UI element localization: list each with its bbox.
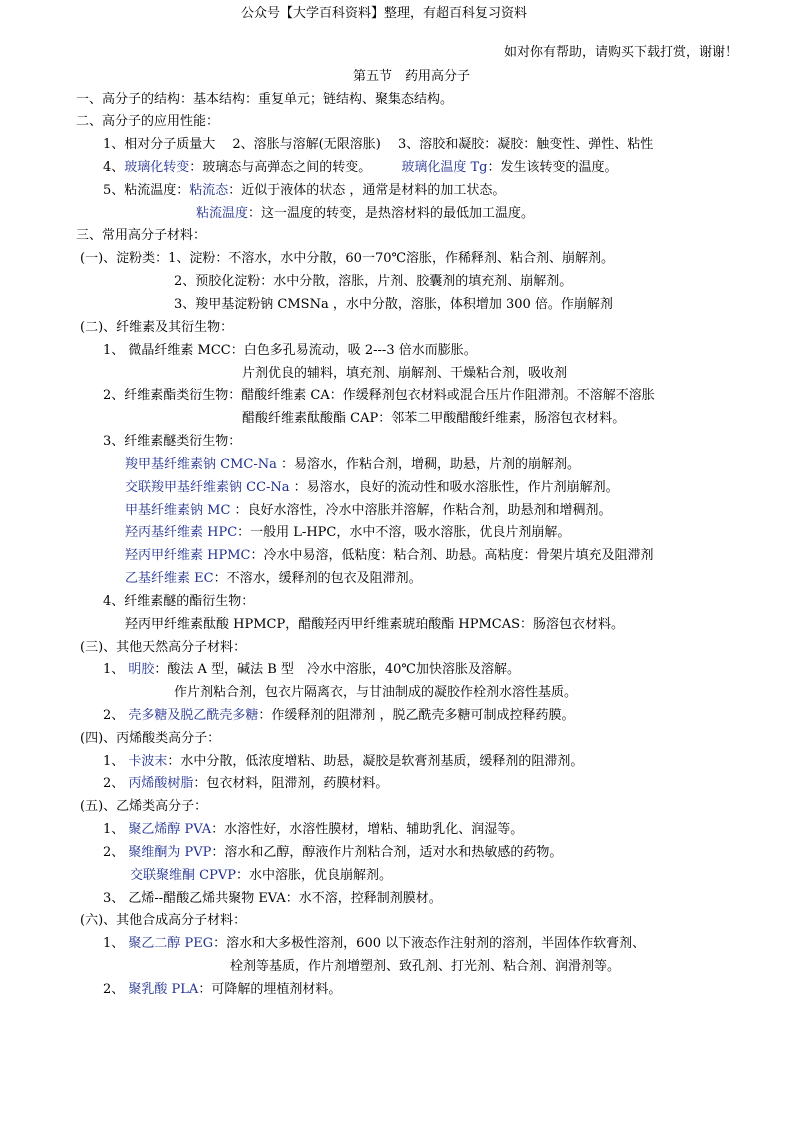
- cellulose-line-4: 4、纤维素醚的酯衍生物：: [103, 594, 255, 609]
- acrylic-line-2: 2、 丙烯酸树脂：包衣材料，阻滞剂，药膜材料。: [103, 776, 389, 791]
- header-banner: 公众号【大学百科资料】整理，有超百科复习资料: [241, 6, 528, 21]
- term-flow-temp: 粘流温度: [196, 206, 249, 221]
- vinyl-line-1: 1、 聚乙烯醇 PVA：水溶性好，水溶性膜材，增粘、辅助乳化、润湿等。: [103, 822, 524, 837]
- section-3-heading: 三、常用高分子材料：: [76, 228, 207, 243]
- ether-item-2: 交联羧甲基纤维素钠 CC-Na ：易溶水，良好的流动性和吸水溶胀性，作片剂崩解剂。: [125, 480, 619, 495]
- ether-item-1: 羧甲基纤维素钠 CMC-Na ：易溶水，作粘合剂，增稠，助悬，片剂的崩解剂。: [125, 457, 580, 472]
- synthetic-line-1: 1、 聚乙二醇 PEG：溶水和大多极性溶剂，600 以下液态作注射剂的溶剂，半固体作软膏剂、: [103, 936, 646, 951]
- term-chitosan: 壳多糖及脱乙酰壳多糖: [128, 708, 259, 723]
- term-gelatin: 明胶: [128, 662, 155, 677]
- term-acrylic-resin: 丙烯酸树脂: [128, 776, 194, 791]
- natural-line-2: 2、 壳多糖及脱乙酰壳多糖：作缓释剂的阻滞剂 ，脱乙酰壳多糖可制成控释药膜。: [103, 708, 575, 723]
- term-peg: 聚乙二醇 PEG: [128, 936, 214, 951]
- vinyl-line-3: 3、 乙烯--醋酸乙烯共聚物 EVA：水不溶，控释制剂膜材。: [103, 891, 442, 906]
- term-viscous-flow: 粘流态: [189, 183, 229, 198]
- ether-item-5: 羟丙甲纤维素 HPMC：冷水中易溶，低粘度：粘合剂、助悬。高粘度：骨架片填充及阻滞剂: [125, 548, 654, 563]
- cellulose-line-1b: 片剂优良的辅料，填充剂、崩解剂、干燥粘合剂，吸收剂: [242, 366, 568, 381]
- vinyl-line-2b: 交联聚维酮 CPVP：水中溶胀，优良崩解剂。: [130, 868, 392, 883]
- term-pva: 聚乙烯醇 PVA: [128, 822, 212, 837]
- cellulose-line-2: 2、纤维素酯类衍生物：醋酸纤维素 CA：作缓释剂包衣材料或混合压片作阻滞剂。不溶解不溶胀: [103, 388, 655, 403]
- term-glass-temp: 玻璃化温度 Tg: [401, 160, 488, 175]
- natural-line-1: 1、 明胶：酸法 A 型，碱法 B 型 冷水中溶胀，40℃加快溶胀及溶解。: [103, 662, 520, 677]
- ether-item-6: 乙基纤维素 EC：不溶水，缓释剂的包衣及阻滞剂。: [125, 571, 422, 586]
- term-carbomer: 卡波末: [128, 754, 168, 769]
- section-2-line-1: 1、相对分子质量大 2、溶胀与溶解(无限溶胀) 3、溶胶和凝胶：凝胶：触变性、弹性、粘性: [103, 137, 654, 152]
- term-glass-transition: 玻璃化转变: [124, 160, 190, 175]
- page-title: 第五节 药用高分子: [353, 69, 471, 84]
- starch-line-3: 3、羧甲基淀粉钠 CMSNa ，水中分散，溶胀，体积增加 300 倍。作崩解剂: [174, 297, 613, 312]
- cellulose-line-1: 1、 微晶纤维素 MCC：白色多孔易流动，吸 2---3 倍水而膨胀。: [103, 343, 477, 358]
- cellulose-heading: (二)、纤维素及其衍生物：: [80, 320, 234, 335]
- acrylic-heading: (四)、丙烯酸类高分子：: [80, 731, 221, 746]
- cellulose-line-4b: 羟丙甲纤维素酞酸 HPMCP，醋酸羟丙甲纤维素琥珀酸酯 HPMCAS：肠溶包衣材料。: [125, 617, 624, 632]
- section-2-heading: 二、高分子的应用性能：: [76, 114, 220, 129]
- ether-item-3: 甲基纤维素钠 MC ：良好水溶性，冷水中溶胀并溶解，作粘合剂，助悬剂和增稠剂。: [125, 503, 612, 518]
- section-2-line-2: 4、玻璃化转变：玻璃态与高弹态之间的转变。 玻璃化温度 Tg：发生该转变的温度。: [103, 160, 618, 175]
- vinyl-line-2: 2、 聚维酮为 PVP：溶水和乙醇，醇液作片剂粘合剂，适对水和热敏感的药物。: [103, 845, 563, 860]
- term-cpvp: 交联聚维酮 CPVP: [130, 868, 236, 883]
- section-2-line-4: 粘流温度：这一温度的转变，是热溶材料的最低加工温度。: [196, 206, 535, 221]
- thanks-note: 如对你有帮助，请购买下载打赏，谢谢！: [504, 45, 739, 60]
- synthetic-line-2: 2、 聚乳酸 PLA：可降解的埋植剂材料。: [103, 982, 342, 997]
- ether-item-4: 羟丙基纤维素 HPC：一般用 L-HPC，水中不溶，吸水溶胀，优良片剂崩解。: [125, 525, 571, 540]
- acrylic-line-1: 1、 卡波末：水中分散，低浓度增粘、助悬，凝胶是软膏剂基质，缓释剂的阻滞剂。: [103, 754, 584, 769]
- cellulose-line-2b: 醋酸纤维素酞酸酯 CAP：邻苯二甲酸醋酸纤维素，肠溶包衣材料。: [242, 411, 626, 426]
- synthetic-heading: (六)、其他合成高分子材料：: [80, 913, 247, 928]
- section-2-line-3: 5、粘流温度：粘流态：近似于液体的状态 ，通常是材料的加工状态。: [103, 183, 506, 198]
- term-pla: 聚乳酸 PLA: [128, 982, 199, 997]
- term-pvp: 聚维酮为 PVP: [128, 845, 212, 860]
- natural-heading: (三)、其他天然高分子材料：: [80, 640, 247, 655]
- starch-line-2: 2、预胶化淀粉：水中分散，溶胀，片剂、胶囊剂的填充剂、崩解剂。: [174, 274, 573, 289]
- vinyl-heading: (五)、乙烯类高分子：: [80, 799, 208, 814]
- synthetic-line-1b: 栓剂等基质，作片剂增塑剂、致孔剂、打光剂、粘合剂、润滑剂等。: [230, 959, 621, 974]
- starch-line-1: (一)、淀粉类：1、淀粉：不溶水，水中分散，60一70℃溶胀，作稀释剂、粘合剂、崩解剂。: [80, 251, 615, 266]
- natural-line-1b: 作片剂粘合剂，包衣片隔离衣，与甘油制成的凝胶作栓剂水溶性基质。: [174, 685, 578, 700]
- cellulose-line-3: 3、纤维素醚类衍生物：: [103, 434, 242, 449]
- section-1: 一、高分子的结构：基本结构：重复单元；链结构、聚集态结构。: [76, 92, 454, 107]
